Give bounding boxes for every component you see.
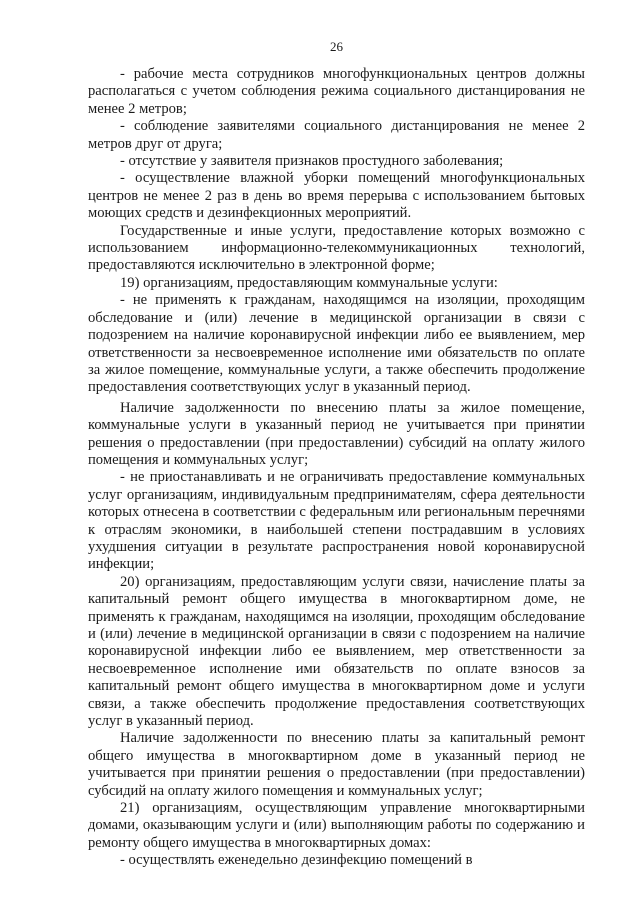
page-number: 26 — [330, 39, 343, 54]
paragraph: 21) организациям, осуществляющим управление многоквартирными домами, оказывающим услуги и (или) выполняющим работы по содержанию и ремонту общего имущества в многоквартирных домах: — [88, 800, 585, 851]
paragraph: - не применять к гражданам, находящимся на изоляции, проходящим обследование и (или) лечение в медицинской организации в связи с подозрением на наличие коронавирусной инфекции либо ее выявлением, мер ответственности за несвоевременное исполнение ими обязательств по оплате за жилое помещение, коммунальные услуги, а также обеспечить продолжение предоставления соответствующих услуг в указанный период. — [88, 292, 585, 396]
paragraph: Наличие задолженности по внесению платы за жилое помещение, коммунальные услуги в указанный период не учитывается при принятии решения о предоставлении (при предоставлении) субсидий на оплату жилого помещения и коммунальных услуг; — [88, 399, 585, 468]
paragraph: - осуществление влажной уборки помещений многофункциональных центров не менее 2 раз в день во время перерыва с использованием бытовых моющих средств и дезинфекционных мероприятий. — [88, 170, 585, 222]
paragraph: Государственные и иные услуги, предоставление которых возможно с использованием информационно-телекоммуникационных технологий, предоставляются исключительно в электронной форме; — [88, 222, 585, 274]
paragraph: 20) организациям, предоставляющим услуги связи, начисление платы за капитальный ремонт общего имущества в многоквартирном доме, не применять к гражданам, находящимся на изоляции, проходящим обследование и (или) лечение в медицинской организации в связи с подозрением на наличие коронавирусной инфекции либо ее выявлением, мер ответственности за несвоевременное исполнение ими обязательств по оплате взносов за капитальный ремонт общего имущества в многоквартирном доме и услуги связи, а также обеспечить продолжение предоставления соответствующих услуг в указанный период. — [88, 573, 585, 730]
paragraph: - не приостанавливать и не ограничивать предоставление коммунальных услуг организациям, индивидуальным предпринимателям, сфера деятельности которых отнесена в соответствии с федеральным или региональным перечнями к отраслям экономики, в наибольшей степени пострадавшим в условиях ухудшения ситуации в результате распространения новой коронавирусной инфекции; — [88, 469, 585, 573]
document-page — [88, 0, 585, 905]
paragraph: - осуществлять еженедельно дезинфекцию помещений в — [120, 852, 473, 869]
paragraph: Наличие задолженности по внесению платы за капитальный ремонт общего имущества в многоквартирном доме в указанный период не учитывается при принятии решения о предоставлении (при предоставлении) субсидий на оплату жилого помещения и коммунальных услуг; — [88, 730, 585, 799]
paragraph: - отсутствие у заявителя признаков простудного заболевания; — [120, 153, 504, 170]
paragraph: - рабочие места сотрудников многофункциональных центров должны располагаться с учетом соблюдения режима социального дистанцирования не менее 2 метров; — [88, 66, 585, 117]
paragraph: 19) организациям, предоставляющим коммунальные услуги: — [120, 274, 498, 291]
paragraph: - соблюдение заявителями социального дистанцирования не менее 2 метров друг от друга; — [88, 118, 585, 152]
document-body — [88, 66, 585, 870]
